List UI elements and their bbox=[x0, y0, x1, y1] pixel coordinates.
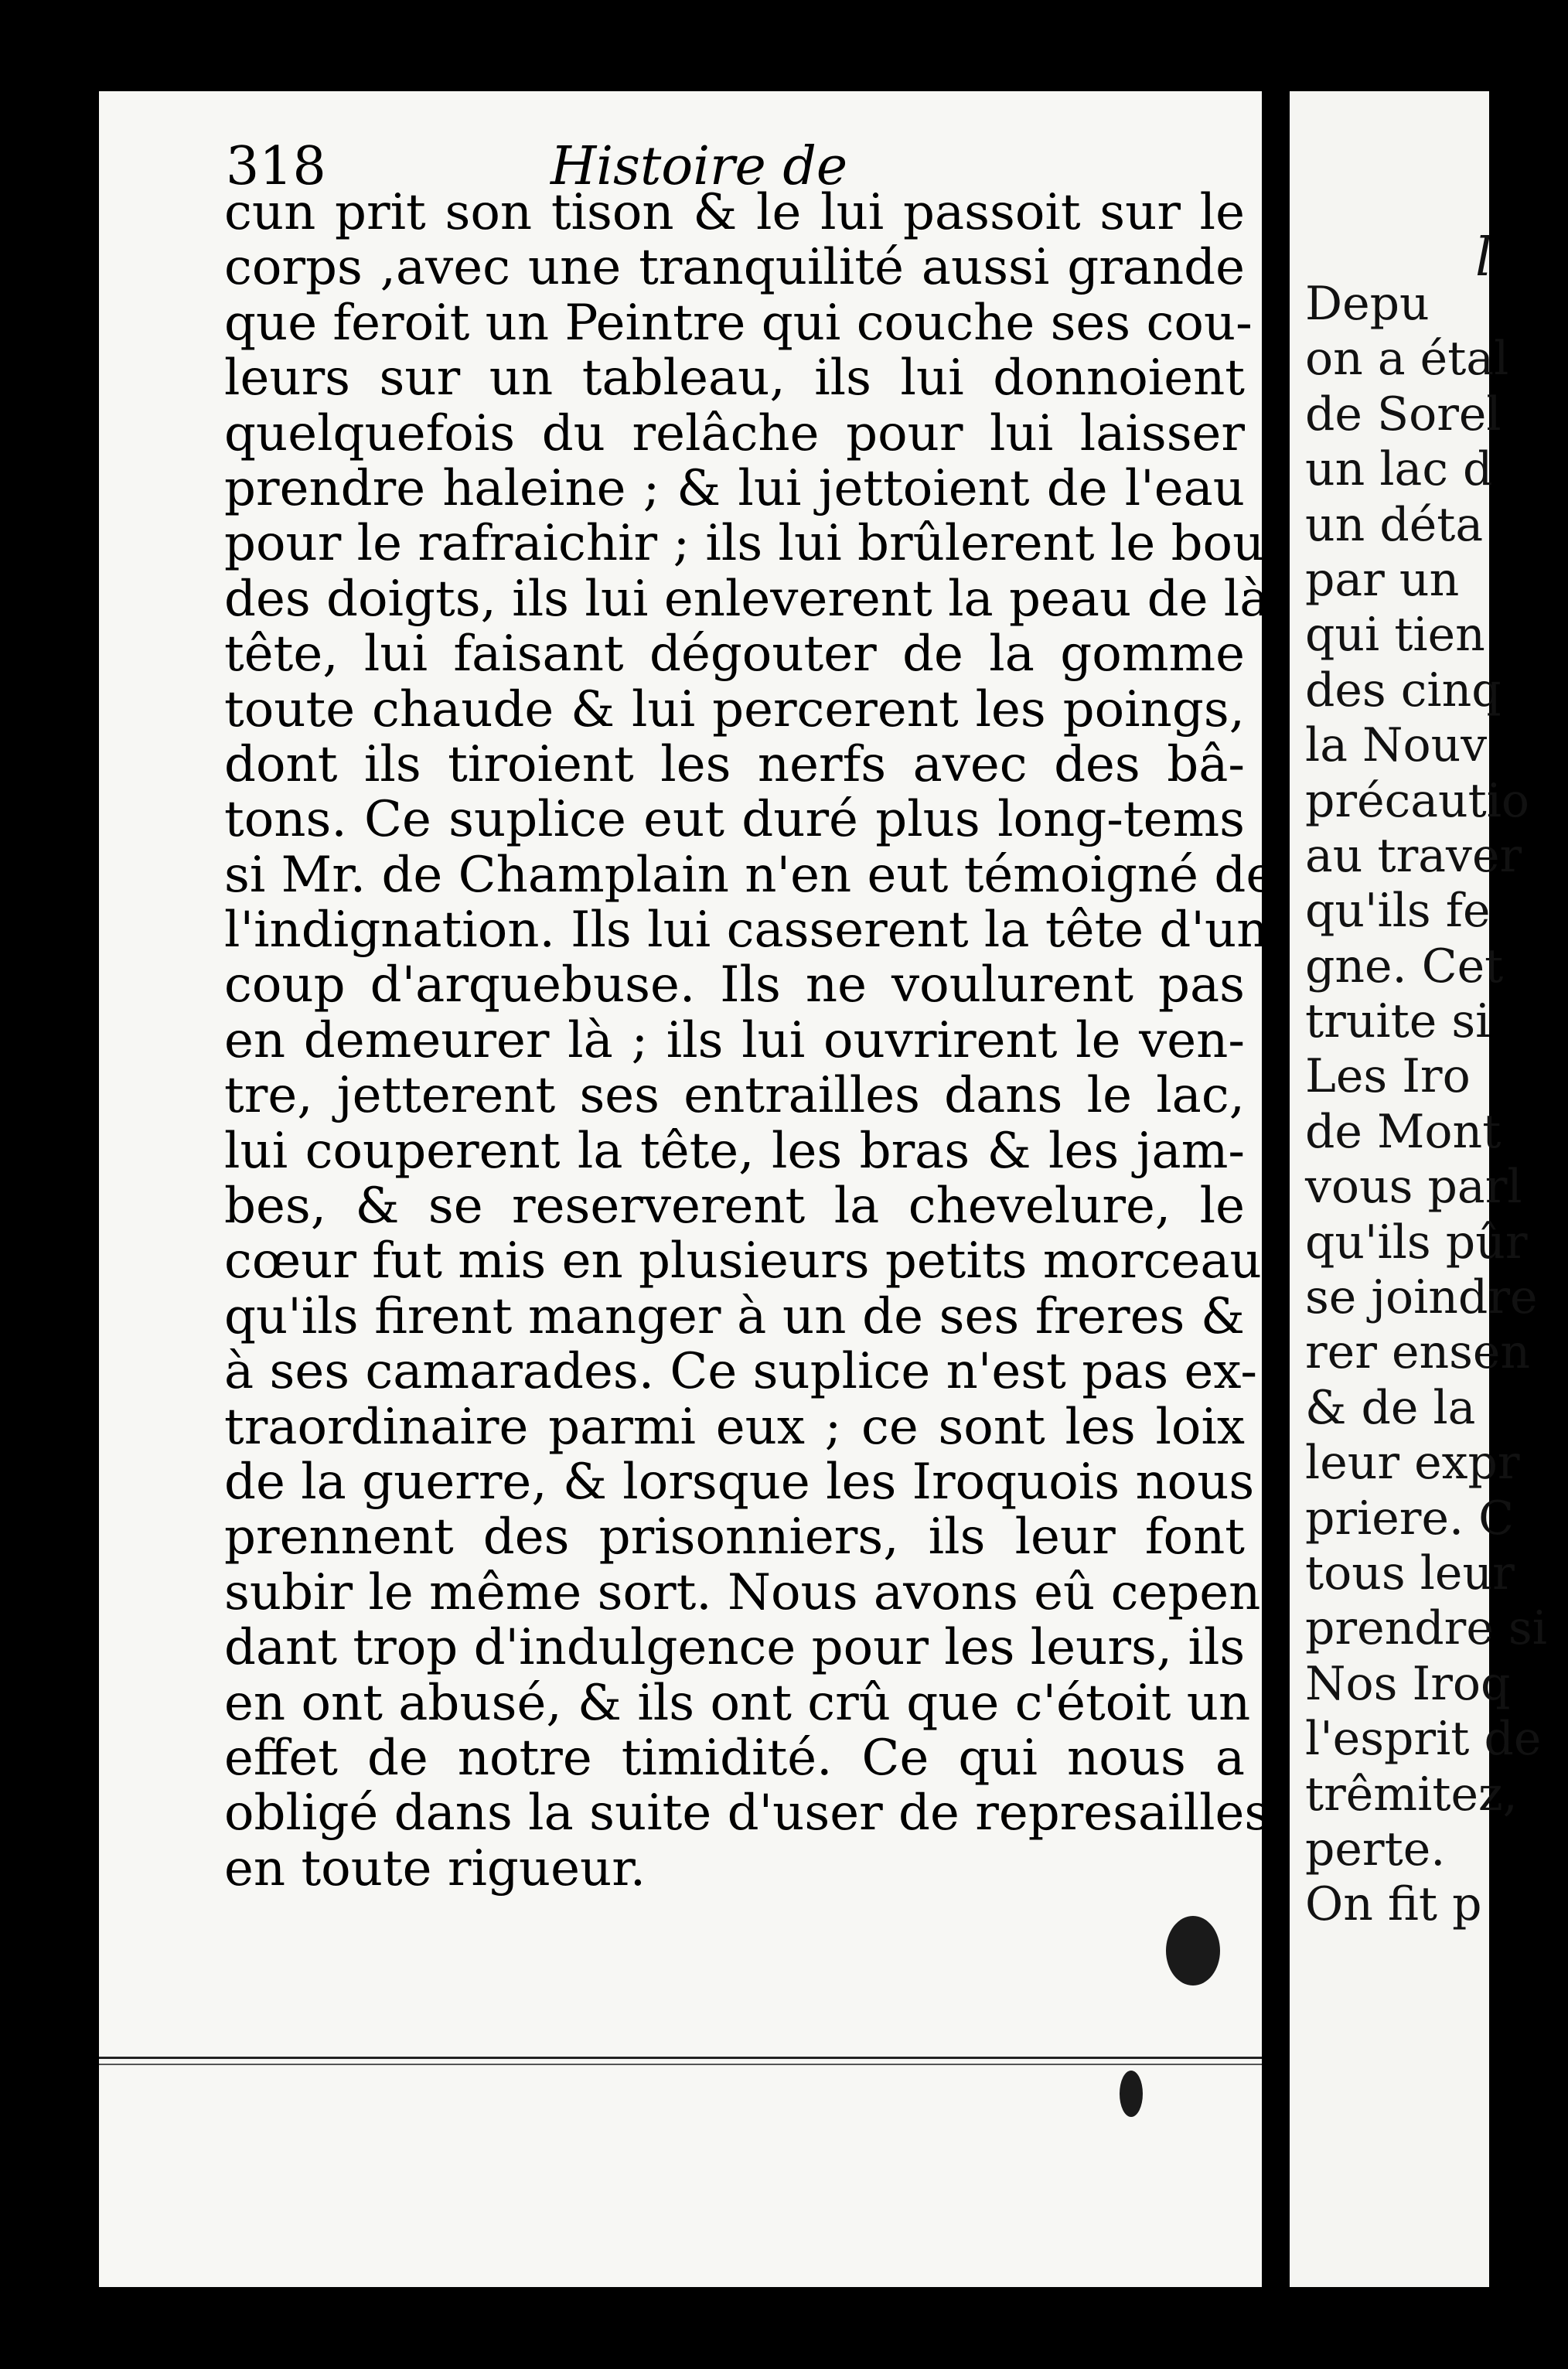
text-line: dant trop d'indulgence pour les leurs, ils bbox=[224, 1619, 1246, 1677]
text-line: qu'ils firent manger à un de ses freres & bbox=[224, 1287, 1245, 1345]
right-page bbox=[1290, 91, 1547, 2287]
text-line: au traver bbox=[1305, 828, 1522, 883]
text-line: traordinaire parmi eux ; ce sont les loix bbox=[224, 1398, 1245, 1456]
text-line: priere. C bbox=[1305, 1491, 1515, 1546]
text-line: précautio bbox=[1305, 773, 1530, 828]
body-text bbox=[224, 184, 1290, 1897]
text-line: qu'ils fe bbox=[1305, 884, 1491, 939]
text-line: qu'ils pûr bbox=[1305, 1215, 1528, 1270]
ink-blot bbox=[1120, 2071, 1143, 2117]
text-line: tête, lui faisant dégouter de la gomme bbox=[224, 625, 1245, 683]
text-line: de Sorel bbox=[1305, 387, 1502, 441]
right-running-head: l bbox=[1475, 227, 1492, 288]
text-line: On fit p bbox=[1305, 1877, 1482, 1932]
text-line: leur expr bbox=[1305, 1436, 1520, 1491]
text-line: cun prit son tison & le lui passoit sur le bbox=[224, 184, 1245, 241]
text-line: l'indignation. Ils lui casserent la tête d'un bbox=[224, 902, 1269, 960]
text-line: dont ils tiroient les nerfs avec des bâ- bbox=[224, 735, 1245, 793]
text-line: perte. bbox=[1305, 1822, 1446, 1876]
text-line: des doigts, ils lui enleverent la peau de là bbox=[224, 570, 1270, 628]
text-line: si Mr. de Champlain n'en eut témoigné de bbox=[224, 846, 1276, 904]
text-line: toute chaude & lui percerent les poings, bbox=[224, 680, 1245, 738]
text-line: que feroit un Peintre qui couche ses cou- bbox=[224, 294, 1253, 352]
text-line: pour le rafraichir ; ils lui brûlerent le bout bbox=[224, 515, 1284, 573]
running-head: Histoire de bbox=[551, 136, 848, 197]
text-line: prendre si bbox=[1305, 1601, 1547, 1656]
text-line: Depu bbox=[1305, 277, 1430, 331]
text-line: un déta bbox=[1305, 497, 1484, 552]
text-line: truite si bbox=[1305, 994, 1491, 1049]
text-line: se joindre bbox=[1305, 1270, 1538, 1325]
text-line: lui couperent la tête, les bras & les jam- bbox=[224, 1122, 1245, 1180]
text-line: des cinq bbox=[1305, 663, 1502, 718]
text-line: & de la bbox=[1305, 1380, 1476, 1435]
text-line: gne. Cet bbox=[1305, 939, 1504, 994]
text-line: qui tien bbox=[1305, 608, 1485, 663]
text-line: en ont abusé, & ils ont crû que c'étoit un bbox=[224, 1674, 1251, 1732]
text-line: l'esprit de bbox=[1305, 1712, 1542, 1767]
text-line: Les Iro bbox=[1305, 1049, 1471, 1104]
text-line: de Mont bbox=[1305, 1104, 1502, 1159]
text-line: quelquefois du relâche pour lui laisser bbox=[224, 404, 1245, 462]
text-line: la Nouv bbox=[1305, 718, 1488, 773]
text-line: tous leur bbox=[1305, 1546, 1515, 1600]
text-line: corps ,avec une tranquilité aussi grande bbox=[224, 239, 1245, 297]
text-line: bes, & se reserverent la chevelure, le bbox=[224, 1178, 1245, 1236]
text-line: coup d'arquebuse. Ils ne voulurent pas bbox=[224, 956, 1245, 1014]
text-line: obligé dans la suite d'user de represailles bbox=[224, 1784, 1270, 1842]
text-line: tons. Ce suplice eut duré plus long-tems bbox=[224, 791, 1245, 849]
right-page-text bbox=[1305, 277, 1568, 1933]
text-line: en toute rigueur. bbox=[224, 1839, 646, 1897]
text-line: à ses camarades. Ce suplice n'est pas ex- bbox=[224, 1343, 1257, 1401]
bottom-rule bbox=[99, 2057, 1262, 2065]
text-line: Nos Iroq bbox=[1305, 1656, 1511, 1711]
text-line: en demeurer là ; ils lui ouvrirent le ven- bbox=[224, 1011, 1245, 1069]
text-line: leurs sur un tableau, ils lui donnoient bbox=[224, 349, 1245, 407]
text-line: effet de notre timidité. Ce qui nous a bbox=[224, 1729, 1245, 1787]
text-line: tre, jetterent ses entrailles dans le lac, bbox=[224, 1067, 1245, 1125]
text-line: prennent des prisonniers, ils leur font bbox=[224, 1508, 1245, 1566]
text-line: on a étal bbox=[1305, 332, 1509, 387]
text-line: rer ensen bbox=[1305, 1325, 1531, 1380]
text-line: vous parl bbox=[1305, 1160, 1522, 1215]
page-number: 318 bbox=[226, 136, 326, 197]
text-line: subir le même sort. Nous avons eû cepen- bbox=[224, 1563, 1277, 1621]
text-line: cœur fut mis en plusieurs petits morceaux bbox=[224, 1232, 1290, 1290]
ink-blot bbox=[1166, 1916, 1220, 1986]
text-line: de la guerre, & lorsque les Iroquois nous bbox=[224, 1453, 1255, 1511]
text-line: un lac d bbox=[1305, 442, 1493, 497]
text-line: trêmitez, bbox=[1305, 1767, 1518, 1822]
text-line: prendre haleine ; & lui jettoient de l'eau bbox=[224, 459, 1245, 517]
text-line: par un bbox=[1305, 552, 1460, 607]
